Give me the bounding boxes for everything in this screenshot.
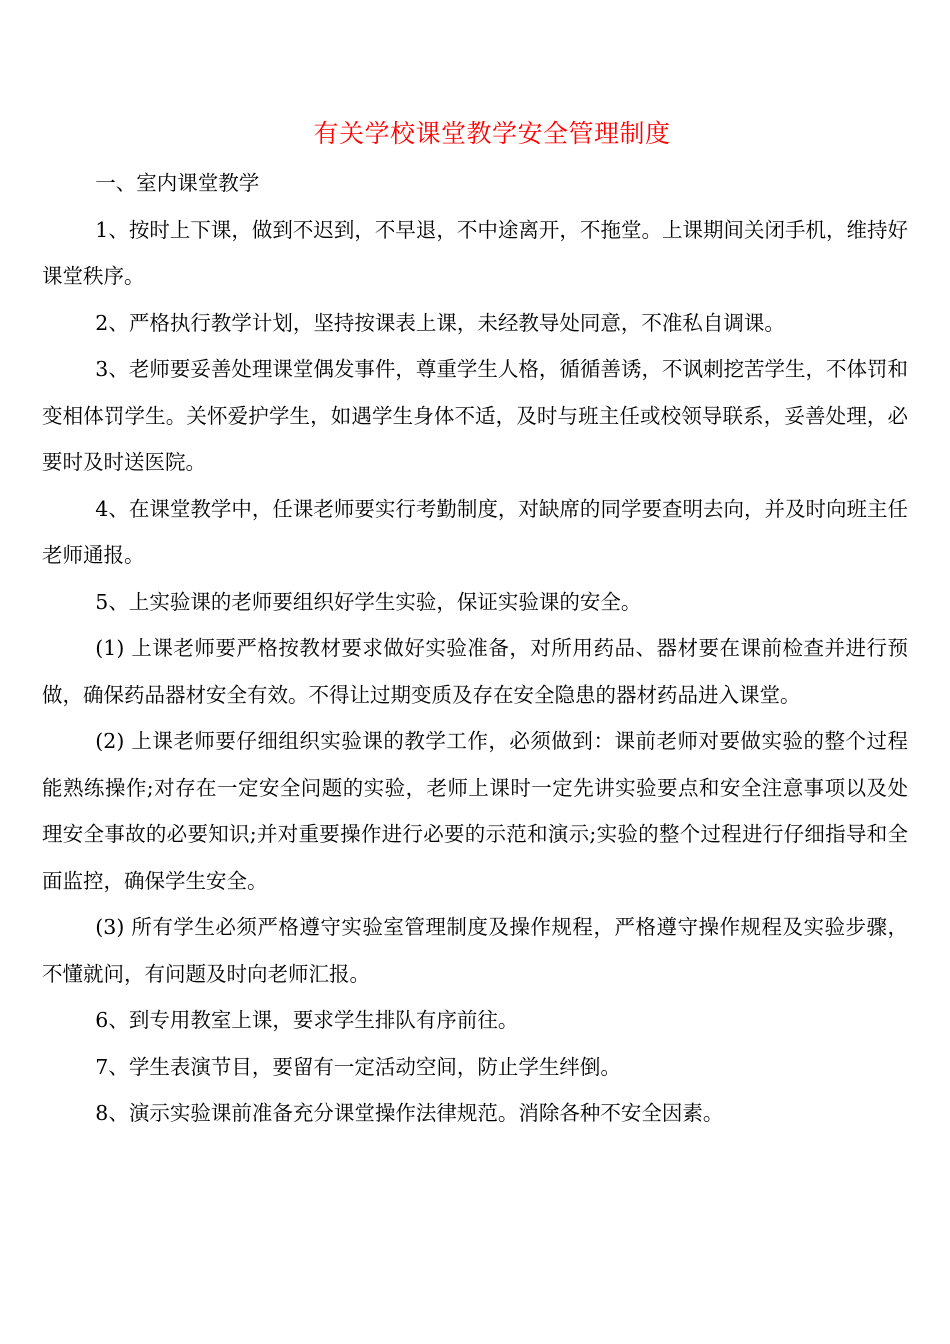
paragraph-item-6: 6、到专用教室上课，要求学生排队有序前往。 <box>95 1008 519 1032</box>
paragraph-item-2: 2、严格执行教学计划，坚持按课表上课，未经教导处同意，不准私自调课。 <box>95 310 785 335</box>
paragraph-item-8: 8、演示实验课前准备充分课堂操作法律规范。消除各种不安全因素。 <box>95 1101 724 1125</box>
paragraph-subitem-3: (3) 所有学生必须严格遵守实验室管理制度及操作规程，严格遵守操作规程及实验步骤，不懂就问，有问题及时向老师汇报。 <box>42 915 908 986</box>
document-title: 有关学校课堂教学安全管理制度 <box>313 119 671 148</box>
paragraph-item-4: 4、在课堂教学中，任课老师要实行考勤制度，对缺席的同学要查明去向，并及时向班主任老师通报。 <box>42 496 908 567</box>
paragraph-item-3: 3、老师要妥善处理课堂偶发事件，尊重学生人格，循循善诱，不讽刺挖苦学生，不体罚和变相体罚学生。关怀爱护学生，如遇学生身体不适，及时与班主任或校领导联系，妥善处理，必要时及时送医院。 <box>42 357 908 474</box>
paragraph-subitem-1: (1) 上课老师要严格按教材要求做好实验准备，对所用药品、器材要在课前检查并进行预做，确保药品器材安全有效。不得让过期变质及存在安全隐患的器材药品进入课堂。 <box>42 636 908 707</box>
document-body <box>42 160 908 1137</box>
paragraph-item-7: 7、学生表演节目，要留有一定活动空间，防止学生绊倒。 <box>95 1054 621 1079</box>
paragraph-item-5: 5、上实验课的老师要组织好学生实验，保证实验课的安全。 <box>95 589 642 614</box>
paragraph-item-1: 1、按时上下课，做到不迟到，不早退，不中途离开，不拖堂。上课期间关闭手机，维持好课堂秩序。 <box>42 217 908 288</box>
paragraph-subitem-2: (2) 上课老师要仔细组织实验课的教学工作，必须做到：课前老师对要做实验的整个过程能熟练操作;对存在一定安全问题的实验，老师上课时一定先讲实验要点和安全注意事项以及处理安全事故的必要知识;并对重要操作进行必要的示范和演示;实验的整个过程进行仔细指导和全面监控，确保学生安全。 <box>42 729 908 893</box>
section-heading: 一、室内课堂教学 <box>95 171 260 195</box>
